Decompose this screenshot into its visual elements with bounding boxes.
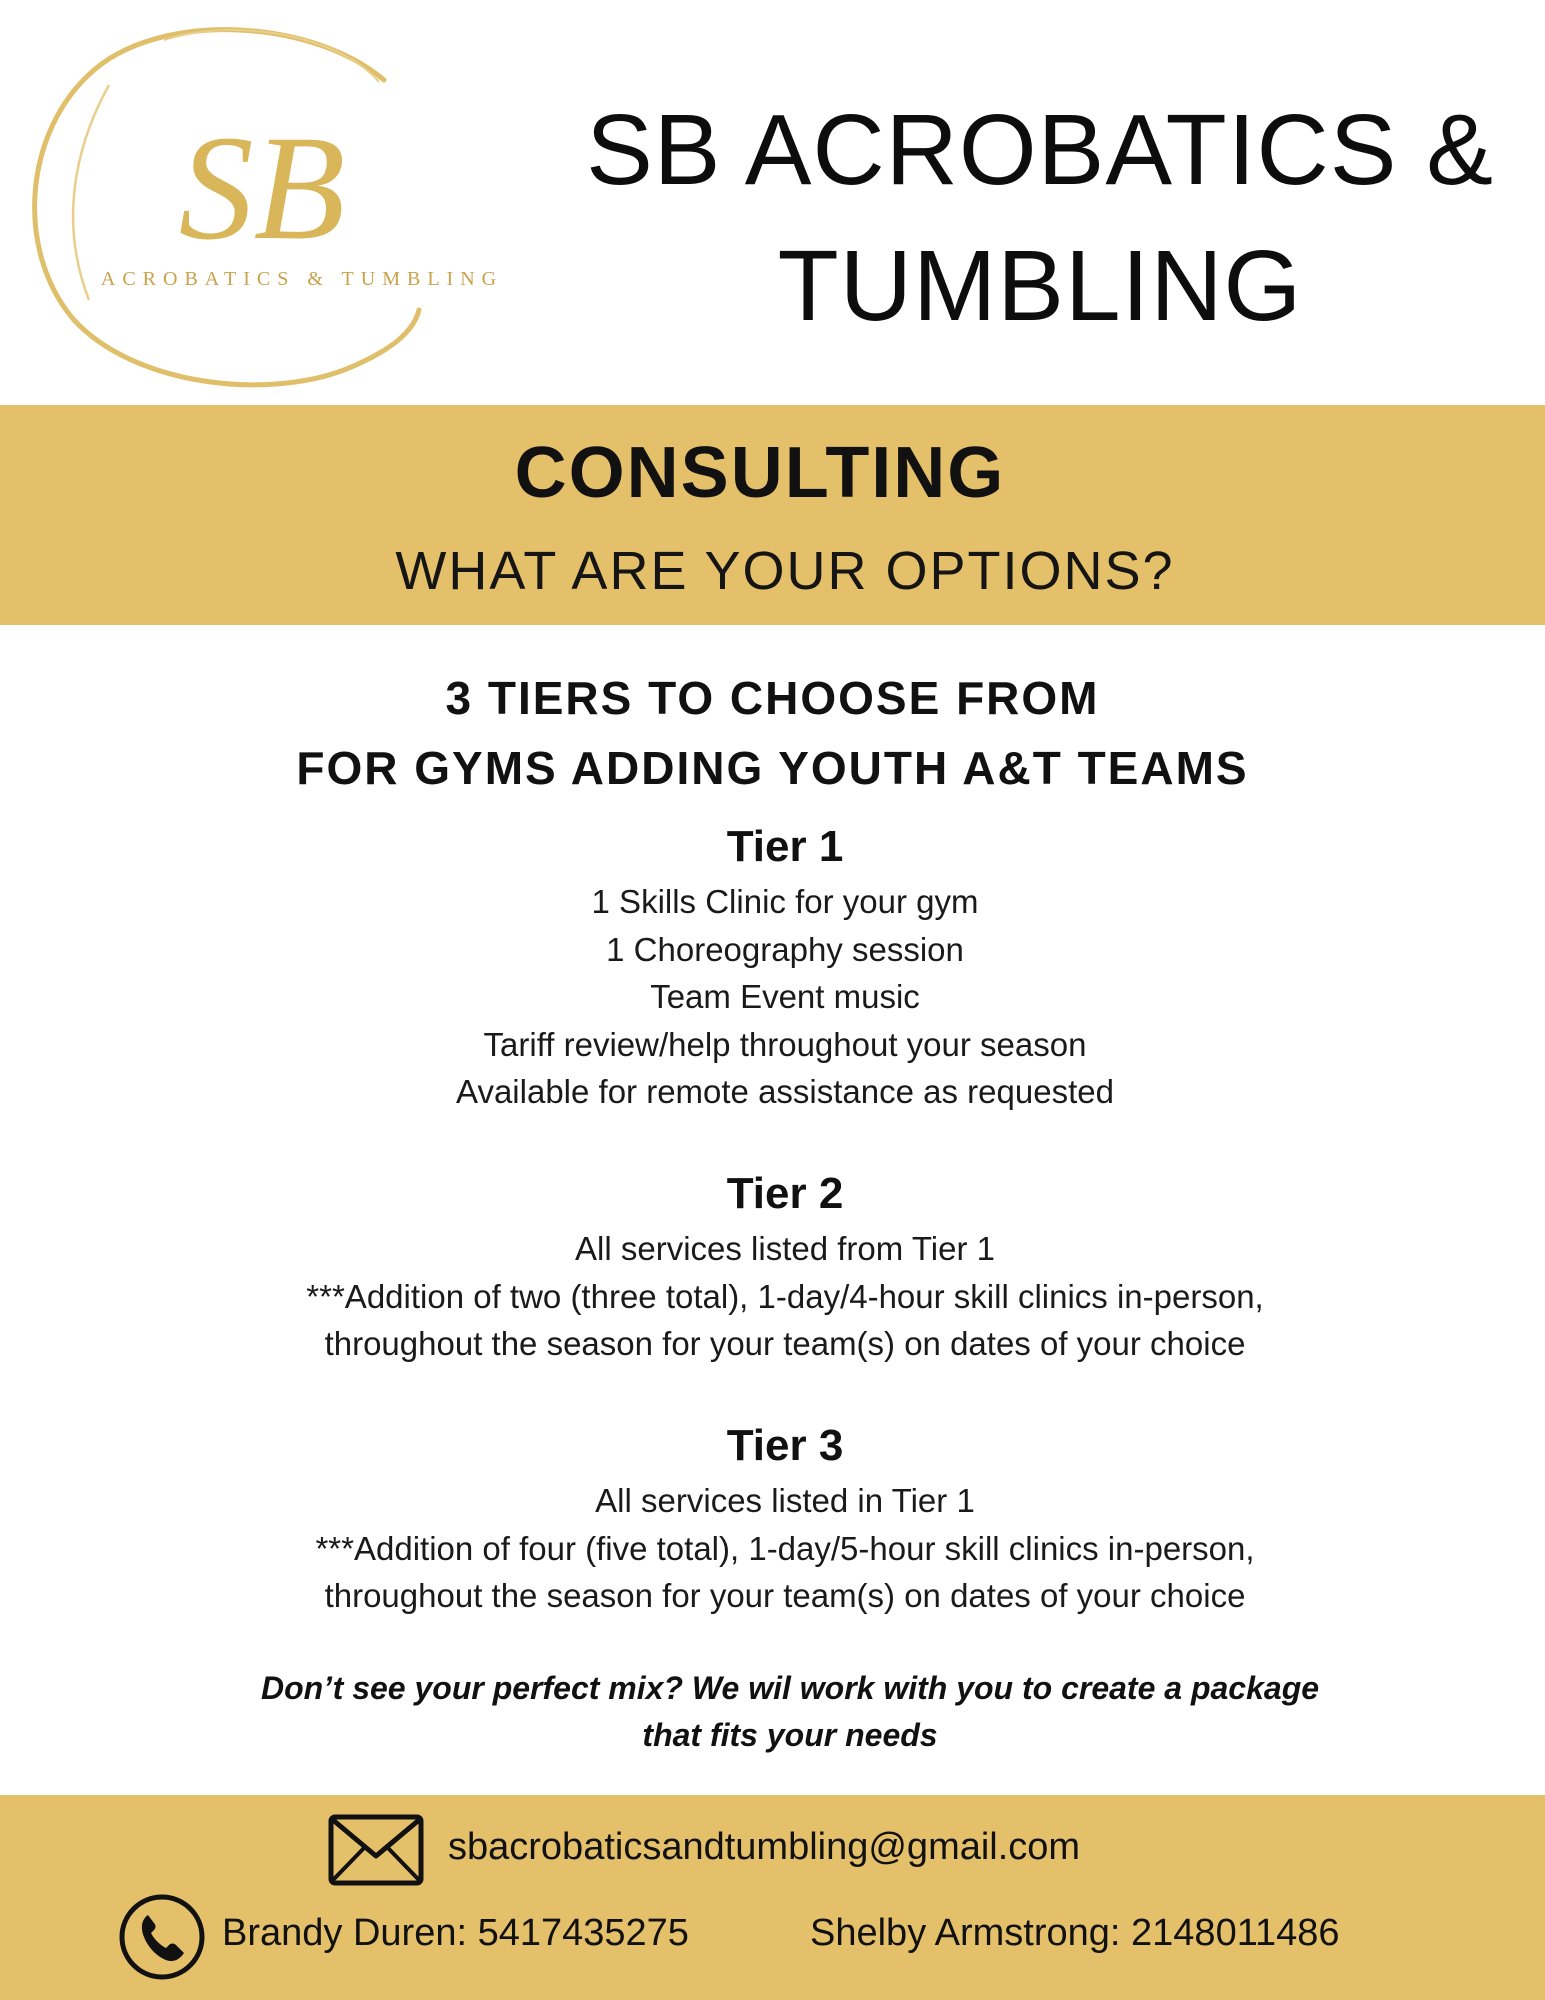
tier-3 <box>0 1415 1545 1620</box>
phone-icon <box>118 1893 206 1986</box>
tier-line: All services listed from Tier 1 <box>575 1230 995 1267</box>
tier-line: Available for remote assistance as requested <box>456 1073 1114 1110</box>
consulting-heading: CONSULTING <box>514 433 1006 513</box>
note-line-1: Don’t see your perfect mix? We wil work with you to create a package <box>260 1670 1320 1706</box>
tier-title: Tier 3 <box>726 1421 844 1470</box>
tier-line: Tariff review/help throughout your season <box>483 1025 1087 1063</box>
title-line-1: SB ACROBATICS & <box>586 94 1494 206</box>
brand-title <box>560 82 1520 354</box>
logo-monogram: SB <box>178 105 346 271</box>
phone-brandy[interactable]: Brandy Duren: 5417435275 <box>222 1912 689 1954</box>
options-subheading: WHAT ARE YOUR OPTIONS? <box>395 541 1175 601</box>
tier-line: 1 Skills Clinic for your gym <box>591 883 979 920</box>
tier-line: ***Addition of four (five total), 1-day/5-hour skill clinics in-person, <box>315 1529 1255 1567</box>
logo <box>14 10 534 400</box>
tier-line: All services listed in Tier 1 <box>595 1482 975 1519</box>
envelope-icon <box>328 1814 424 1891</box>
title-line-2: TUMBLING <box>777 230 1303 342</box>
tier-1 <box>0 816 1545 1116</box>
note-line-2: that fits your needs <box>642 1717 938 1753</box>
tier-line: throughout the season for your team(s) on dates of your choice <box>324 1325 1246 1362</box>
tier-line: ***Addition of two (three total), 1-day/4-hour skill clinics in-person, <box>306 1277 1264 1315</box>
logo-tagline: ACROBATICS & TUMBLING <box>100 268 504 290</box>
tiers-intro-line-2: FOR GYMS ADDING YOUTH A&T TEAMS <box>296 742 1249 794</box>
email-link[interactable]: sbacrobaticsandtumbling@gmail.com <box>448 1826 1081 1868</box>
tiers-intro-line-1: 3 TIERS TO CHOOSE FROM <box>445 672 1100 724</box>
custom-package-note <box>0 1665 1545 1759</box>
tier-line: throughout the season for your team(s) on dates of your choice <box>324 1577 1246 1614</box>
tier-2 <box>0 1163 1545 1368</box>
tiers-intro <box>0 663 1545 803</box>
tier-line: Team Event music <box>650 978 920 1015</box>
tier-title: Tier 1 <box>726 822 844 871</box>
phone-shelby[interactable]: Shelby Armstrong: 2148011486 <box>810 1912 1340 1954</box>
tier-line: 1 Choreography session <box>606 930 964 968</box>
tier-title: Tier 2 <box>726 1169 844 1218</box>
